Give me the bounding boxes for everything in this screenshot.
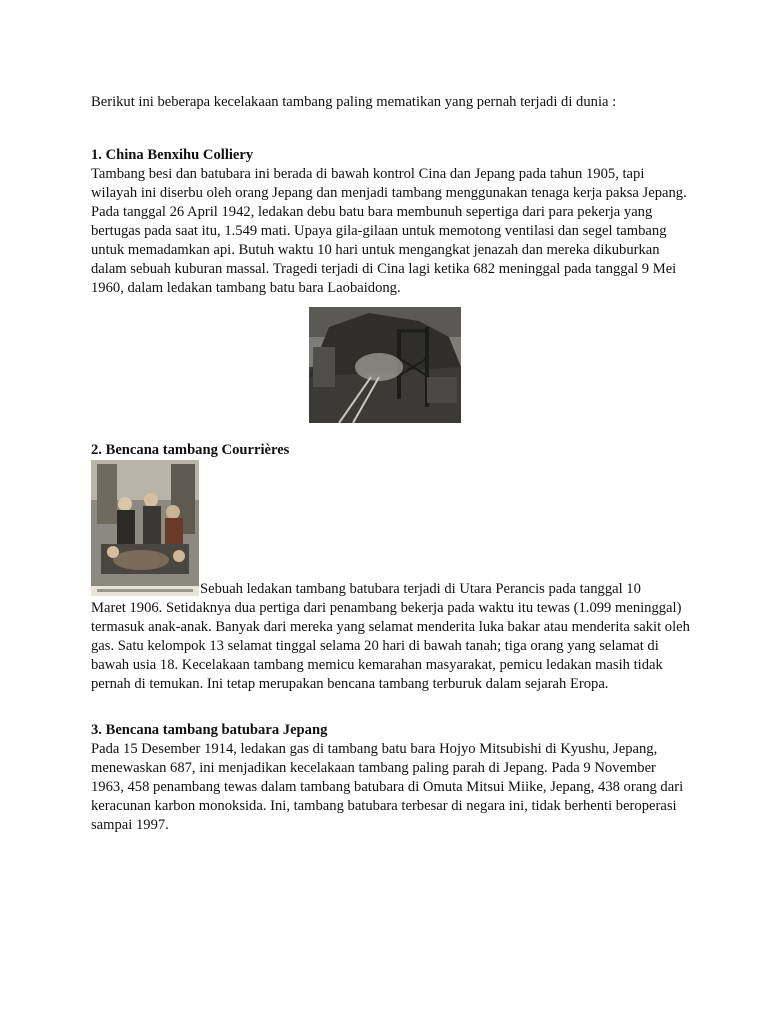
section-body: Pada 15 Desember 1914, ledakan gas di tambang batu bara Hojyo Mitsubishi di Kyushu, Jepang, menewaskan 687, ini menjadikan kecelakaan tambang paling parah di Jepang. Pada 9 November 1963, 458 penambang tewas dalam tambang batubara di Omuta Mitsui Miike, Jepang, 438 orang dari keracunan karbon monoksida. Ini, tambang batubara terbesar di negara ini, tidak berhenti beroperasi sampai 1997.: [91, 741, 684, 833]
section-body: Tambang besi dan batubara ini berada di bawah kontrol Cina dan Jepang pada tahun 1905, tapi wilayah ini diserbu oleh orang Jepang dan menjadi tambang menggunakan tenaga kerja paksa Jepang. Pada tanggal 26 April 1942, ledakan debu batu bara membunuh sepertiga dari para pekerja yang bertugas pada saat itu, 1.549 mati. Upaya gila-gilaan untuk memotong ventilasi dan segel tambang untuk memadamkan api. Butuh waktu 10 hari untuk mengangkat jenazah dan mereka dikuburkan dalam sebuah kuburan massal. Tragedi terjadi di Cina lagi ketika 682 meninggal pada tanggal 9 Mei 1960, dalam ledakan tambang batu bara Laobaidong.: [91, 166, 687, 296]
section-heading: 2. Bencana tambang Courrières: [91, 442, 290, 458]
section-heading: 1. China Benxihu Colliery: [91, 147, 254, 163]
courrieres-first-line: Sebuah ledakan tambang batubara terjadi di Utara Perancis pada tanggal 10: [200, 581, 641, 597]
section-courrieres: [91, 441, 691, 460]
section-benxihu: [91, 146, 691, 298]
courrieres-illustration: [91, 460, 199, 596]
mine-photo-image: [309, 307, 461, 423]
intro-paragraph: Berikut ini beberapa kecelakaan tambang paling mematikan yang pernah terjadi di dunia :: [91, 94, 617, 110]
section-japan: [91, 721, 691, 835]
section-body: Maret 1906. Setidaknya dua pertiga dari penambang bekerja pada waktu itu tewas (1.099 meninggal) termasuk anak-anak. Banyak dari mereka yang selamat menderita luka bakar atau menderita sakit oleh gas. Satu kelompok 13 selamat tinggal selama 20 hari di bawah tanah; tiga orang yang selamat di bawah usia 18. Kecelakaan tambang memicu kemarahan masyarakat, pemicu ledakan masih tidak pernah di temukan. Ini tetap merupakan bencana tambang terburuk dalam sejarah Eropa.: [91, 600, 690, 692]
courrieres-image: [91, 460, 199, 596]
section-heading: 3. Bencana tambang batubara Jepang: [91, 722, 328, 738]
mine-disaster-photo: [309, 307, 461, 423]
